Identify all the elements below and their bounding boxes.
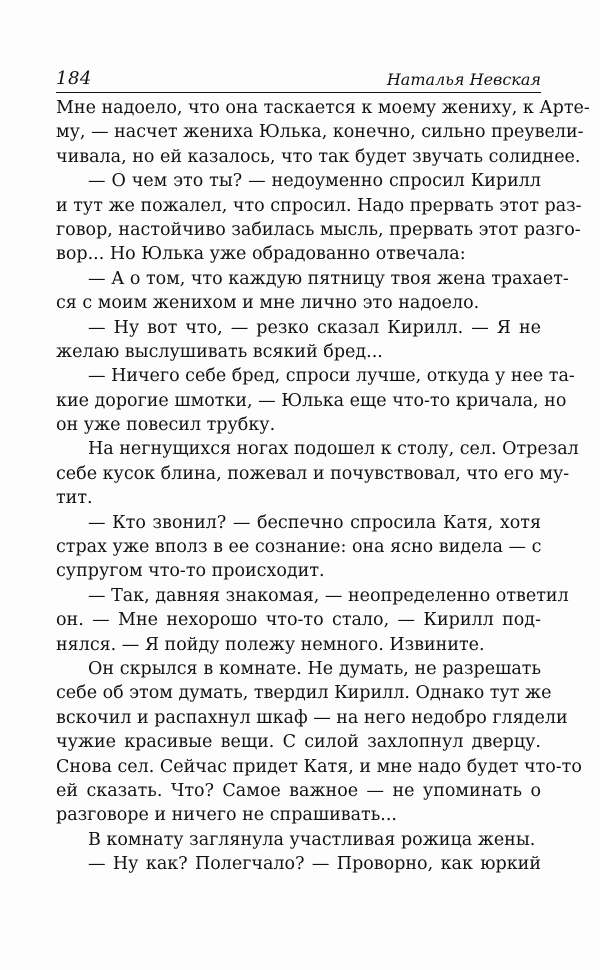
text-line: ей сказать. Что? Самое важное — не упоминать о <box>56 780 541 801</box>
page-header <box>56 66 541 93</box>
text-line: На негнущихся ногах подошел к столу, сел. Отрезал <box>88 439 579 460</box>
text-line: — А о том, что каждую пятницу твоя жена трахает- <box>88 268 569 289</box>
text-line: желаю выслушивать всякий бред... <box>56 341 383 362</box>
text-line: говор, настойчиво забилась мысль, прервать этот разго- <box>56 219 581 240</box>
text-line: — Ну как? Полегчало? — Проворно, как юркий <box>88 854 541 875</box>
text-line: Снова сел. Сейчас придет Катя, и мне надо будет что-то <box>56 756 582 777</box>
text-line: кие дорогие шмотки, — Юлька еще что-то кричала, но <box>56 390 567 411</box>
text-line: Мне надоело, что она таскается к моему жениху, к Арте- <box>56 98 590 118</box>
text-line: Он скрылся в комнате. Не думать, не разрешать <box>88 658 541 679</box>
page-number: 184 <box>56 68 92 89</box>
text-line: — Кто звонил? — беспечно спросила Катя, хотя <box>88 512 541 533</box>
text-line: супругом что-то происходит. <box>56 561 325 582</box>
text-line: тит. <box>56 488 93 509</box>
text-line: себе кусок блина, пожевал и почувствовал, что его му- <box>56 463 570 484</box>
text-line: — О чем это ты? — недоуменно спросил Кирилл <box>88 171 541 192</box>
text-line: он. — Мне нехорошо что-то стало, — Кирилл под- <box>56 610 541 631</box>
text-line: — Так, давняя знакомая, — неопределенно ответил <box>88 585 569 606</box>
text-line: чивала, но ей казалось, что так будет звучать солиднее. <box>56 146 581 167</box>
text-line: разговоре и ничего не спрашивать... <box>56 805 397 826</box>
text-line: и тут же пожалел, что спросил. Надо прервать этот раз- <box>56 195 582 216</box>
text-line: он уже повесил трубку. <box>56 415 276 436</box>
text-line: страх уже вполз в ее сознание: она ясно видела — с <box>56 537 542 558</box>
text-line: — Ничего себе бред, спроси лучше, откуда у нее та- <box>88 366 575 387</box>
text-line: вскочил и распахнул шкаф — на него недобро глядели <box>56 707 568 728</box>
text-line: — Ну вот что, — резко сказал Кирилл. — Я не <box>88 317 541 338</box>
body-text <box>56 96 590 877</box>
running-head-author: Наталья Невская <box>386 70 541 89</box>
text-line: чужие красивые вещи. С силой захлопнул дверцу. <box>56 732 541 753</box>
text-line: му, — насчет жениха Юлька, конечно, сильно преувели- <box>56 122 584 143</box>
text-line: В комнату заглянула участливая рожица жены. <box>88 829 536 850</box>
text-line: вор... Но Юлька уже обрадованно отвечала: <box>56 244 466 265</box>
text-line: ся с моим женихом и мне лично это надоело. <box>56 293 480 314</box>
text-line: себе об этом думать, твердил Кирилл. Однако тут же <box>56 683 552 704</box>
text-line: нялся. — Я пойду полежу немного. Извините. <box>56 634 485 655</box>
